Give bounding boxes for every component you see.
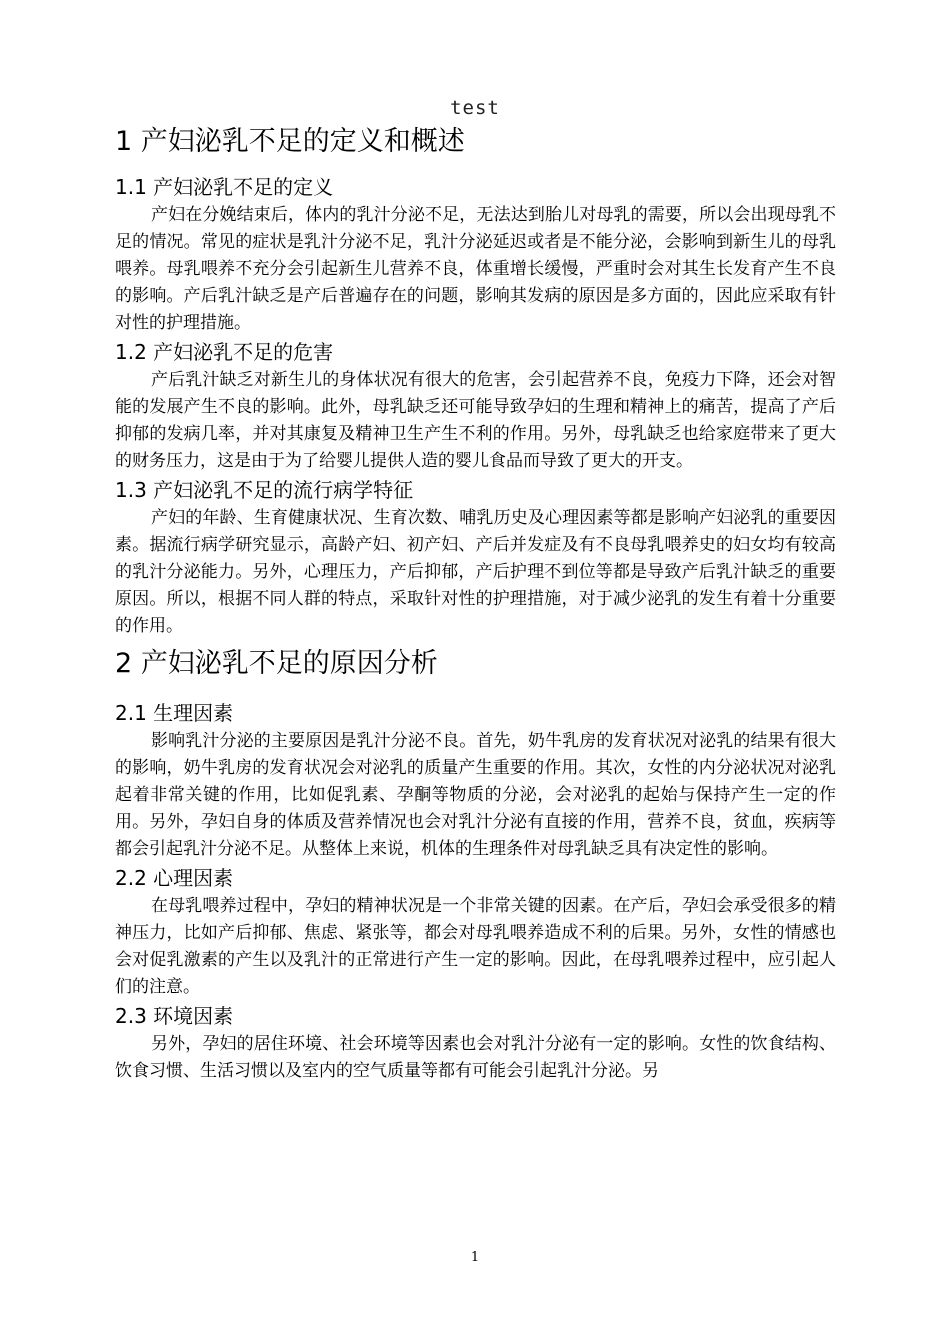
page-number: 1 [470, 1250, 480, 1265]
subsection-1-3-title: 1.3 产妇泌乳不足的流行病学特征 [115, 478, 414, 502]
subsection-1-3-body: 产妇的年龄、生育健康状况、生育次数、哺乳历史及心理因素等都是影响产妇泌乳的重要因素。据流行病学研究显示，高龄产妇、初产妇、产后并发症及有不良母乳喂养史的妇女均有较高的乳汁分泌能力。另外，心理压力，产后抑郁，产后护理不到位等都是导致产后乳汁缺乏的重要原因。所以，根据不同人群的特点，采取针对性的护理措施，对于减少泌乳的发生有着十分重要的作用。 [115, 508, 836, 636]
subsection-2-2-body: 在母乳喂养过程中，孕妇的精神状况是一个非常关键的因素。在产后，孕妇会承受很多的精神压力，比如产后抑郁、焦虑、紧张等，都会对母乳喂养造成不利的后果。另外，女性的情感也会对促乳激素的产生以及乳汁的正常进行产生一定的影响。因此，在母乳喂养过程中，应引起人们的注意。 [115, 896, 836, 997]
subsection-1-1-title: 1.1 产妇泌乳不足的定义 [115, 175, 334, 199]
subsection-2-1-body: 影响乳汁分泌的主要原因是乳汁分泌不良。首先，奶牛乳房的发育状况对泌乳的结果有很大的影响，奶牛乳房的发育状况会对泌乳的质量产生重要的作用。其次，女性的内分泌状况对泌乳起着非常关键的作用，比如促乳素、孕酮等物质的分泌，会对泌乳的起始与保持产生一定的作用。另外，孕妇自身的体质及营养情况也会对乳汁分泌有直接的作用，营养不良，贫血，疾病等都会引起乳汁分泌不足。从整体上来说，机体的生理条件对母乳缺乏具有决定性的影响。 [115, 731, 836, 859]
subsection-2-3-body: 另外，孕妇的居住环境、社会环境等因素也会对乳汁分泌有一定的影响。女性的饮食结构、饮食习惯、生活习惯以及室内的空气质量等都有可能会引起乳汁分泌。另 [115, 1034, 836, 1081]
subsection-1-2-body: 产后乳汁缺乏对新生儿的身体状况有很大的危害，会引起营养不良，免疫力下降，还会对智能的发展产生不良的影响。此外，母乳缺乏还可能导致孕妇的生理和精神上的痛苦，提高了产后抑郁的发病几率，并对其康复及精神卫生产生不利的作用。另外，母乳缺乏也给家庭带来了更大的财务压力，这是由于为了给婴儿提供人造的婴儿食品而导致了更大的开支。 [115, 370, 836, 471]
page-header: test [450, 97, 500, 119]
document-body [115, 122, 836, 1085]
subsection-1-2-title: 1.2 产妇泌乳不足的危害 [115, 340, 334, 364]
section-2-title: 2 产妇泌乳不足的原因分析 [115, 648, 438, 679]
subsection-2-1-title: 2.1 生理因素 [115, 701, 234, 725]
subsection-2-2-title: 2.2 心理因素 [115, 866, 234, 890]
subsection-2-3-title: 2.3 环境因素 [115, 1004, 234, 1028]
section-1-title: 1 产妇泌乳不足的定义和概述 [115, 126, 465, 157]
subsection-1-1-body: 产妇在分娩结束后，体内的乳汁分泌不足，无法达到胎儿对母乳的需要，所以会出现母乳不足的情况。常见的症状是乳汁分泌不足，乳汁分泌延迟或者是不能分泌，会影响到新生儿的母乳喂养。母乳喂养不充分会引起新生儿营养不良，体重增长缓慢，严重时会对其生长发育产生不良的影响。产后乳汁缺乏是产后普遍存在的问题，影响其发病的原因是多方面的，因此应采取有针对性的护理措施。 [115, 205, 836, 333]
